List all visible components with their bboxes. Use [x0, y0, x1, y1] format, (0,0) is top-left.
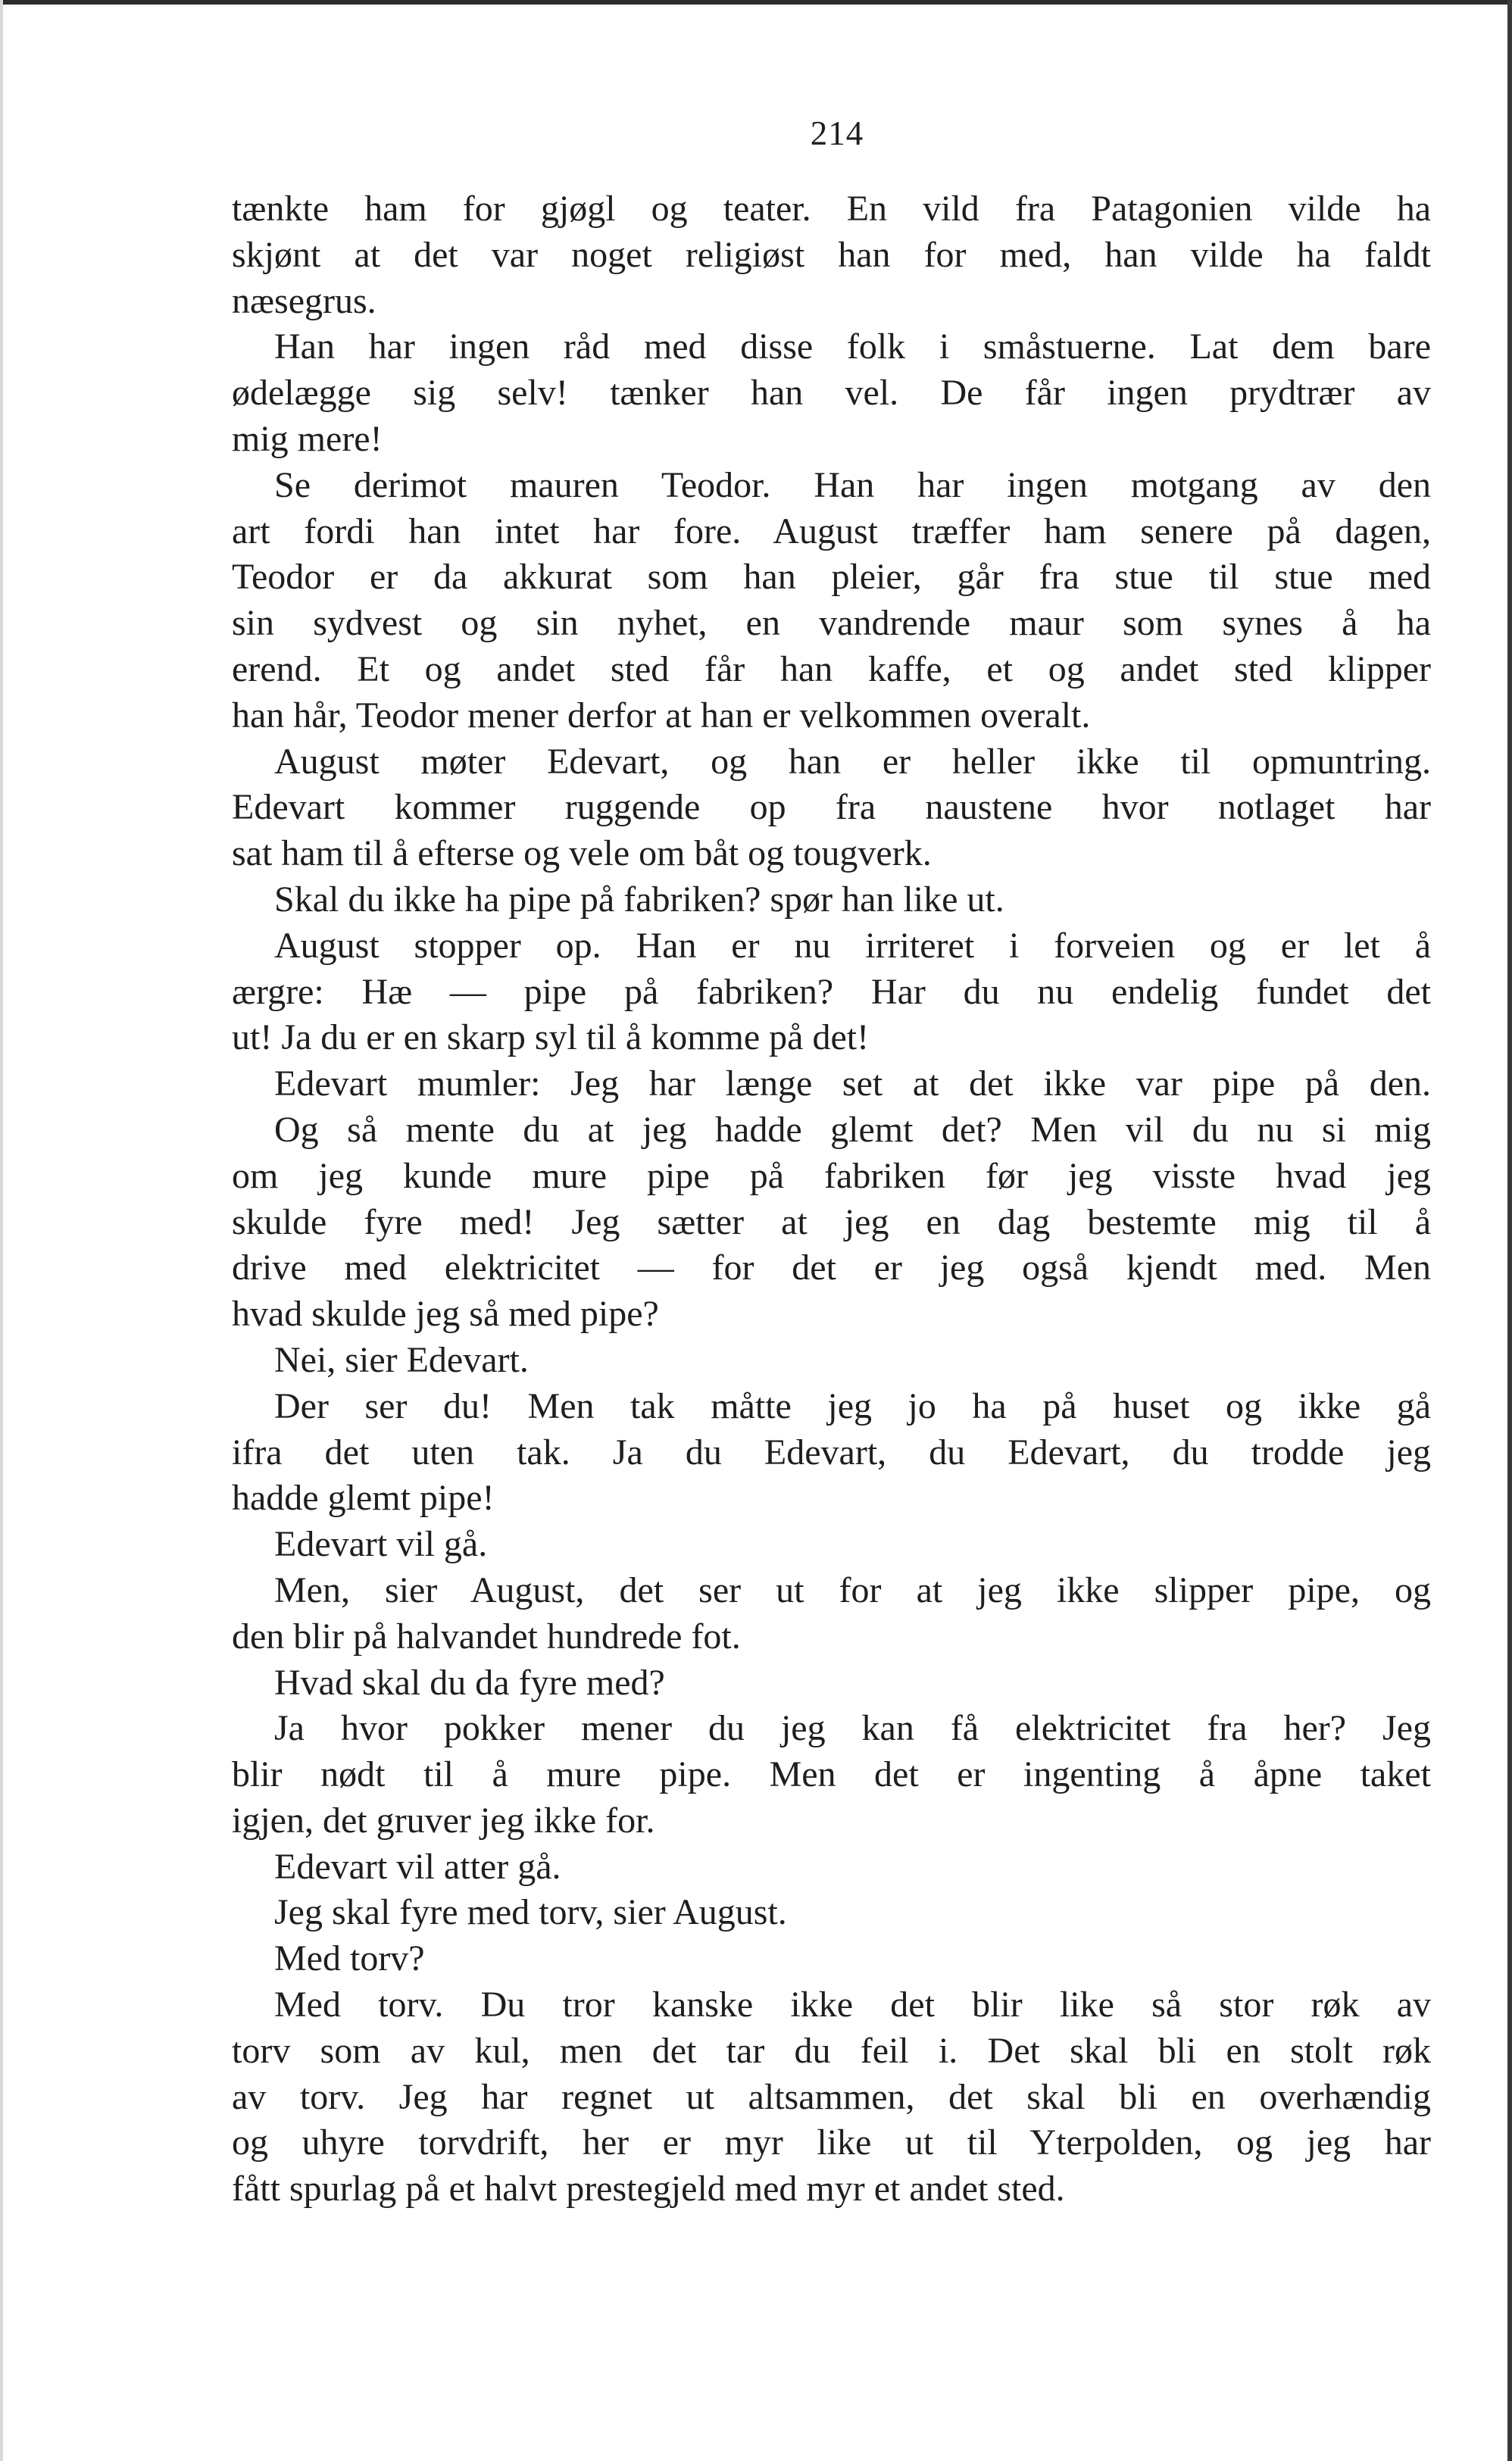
text-line: Teodor er da akkurat som han pleier, går fra stue til stue med: [232, 557, 1431, 598]
text-line: Se derimot mauren Teodor. Han har ingen motgang av den: [274, 464, 1431, 505]
text-line: Jeg skal fyre med torv, sier August.: [274, 1892, 787, 1933]
text-line: August møter Edevart, og han er heller ikke til opmuntring.: [274, 741, 1431, 782]
text-line: torv som av kul, men det tar du feil i. Det skal bli en stolt røk: [232, 2030, 1431, 2071]
body-text: [232, 186, 1431, 2213]
text-line: ødelægge sig selv! tænker han vel. De får ingen prydtrær av: [232, 373, 1431, 414]
text-line: erend. Et og andet sted får han kaffe, et og andet sted klipper: [232, 648, 1431, 689]
text-line: hadde glemt pipe!: [232, 1478, 495, 1519]
text-line: sin sydvest og sin nyhet, en vandrende maur som synes å ha: [232, 603, 1431, 644]
scan-edge-top: [0, 0, 1512, 5]
text-line: av torv. Jeg har regnet ut altsammen, det skal bli en overhændig: [232, 2076, 1431, 2117]
text-line: om jeg kunde mure pipe på fabriken før jeg visste hvad jeg: [232, 1155, 1431, 1196]
text-line: Med torv?: [274, 1938, 425, 1979]
text-line: Nei, sier Edevart.: [274, 1339, 529, 1380]
text-line: ifra det uten tak. Ja du Edevart, du Edevart, du trodde jeg: [232, 1432, 1431, 1473]
text-line: Med torv. Du tror kanske ikke det blir like så stor røk av: [274, 1985, 1431, 2025]
text-line: den blir på halvandet hundrede fot.: [232, 1616, 741, 1657]
text-line: Skal du ikke ha pipe på fabriken? spør han like ut.: [274, 879, 1004, 920]
text-line: ærgre: Hæ — pipe på fabriken? Har du nu endelig fundet det: [232, 971, 1431, 1012]
text-line: skjønt at det var noget religiøst han for med, han vilde ha faldt: [232, 234, 1431, 275]
text-line: Og så mente du at jeg hadde glemt det? Men vil du nu si mig: [274, 1109, 1431, 1150]
text-line: ut! Ja du er en skarp syl til å komme på det!: [232, 1017, 870, 1058]
text-line: hvad skulde jeg så med pipe?: [232, 1294, 659, 1335]
page-number: 214: [810, 114, 864, 152]
text-line: tænkte ham for gjøgl og teater. En vild fra Patagonien vilde ha: [232, 189, 1431, 229]
text-line: næsegrus.: [232, 280, 376, 321]
text-line: Edevart vil gå.: [274, 1524, 488, 1565]
text-line: han hår, Teodor mener derfor at han er velkommen overalt.: [232, 695, 1091, 735]
text-line: sat ham til å efterse og vele om båt og tougverk.: [232, 833, 932, 874]
text-line: Han har ingen råd med disse folk i småstuerne. Lat dem bare: [274, 326, 1431, 367]
text-line: Edevart vil atter gå.: [274, 1846, 561, 1887]
text-line: art fordi han intet har fore. August træffer ham senere på dagen,: [232, 511, 1431, 551]
text-line: drive med elektricitet — for det er jeg også kjendt med. Men: [232, 1248, 1431, 1288]
text-line: Edevart kommer ruggende op fra naustene hvor notlaget har: [232, 787, 1431, 828]
text-line: August stopper op. Han er nu irriteret i forveien og er let å: [274, 925, 1431, 966]
text-line: Edevart mumler: Jeg har længe set at det ikke var pipe på den.: [274, 1063, 1431, 1104]
text-line: igjen, det gruver jeg ikke for.: [232, 1800, 655, 1841]
text-line: Men, sier August, det ser ut for at jeg ikke slipper pipe, og: [274, 1569, 1431, 1610]
text-line: blir nødt til å mure pipe. Men det er ingenting å åpne taket: [232, 1754, 1431, 1795]
text-line: Der ser du! Men tak måtte jeg jo ha på huset og ikke gå: [274, 1385, 1431, 1426]
text-line: fått spurlag på et halvt prestegjeld med myr et andet sted.: [232, 2169, 1065, 2210]
scan-edge-right: [1507, 0, 1512, 2461]
text-line: Ja hvor pokker mener du jeg kan få elektricitet fra her? Jeg: [274, 1708, 1431, 1749]
text-line: Hvad skal du da fyre med?: [274, 1662, 665, 1703]
text-line: skulde fyre med! Jeg sætter at jeg en dag bestemte mig til å: [232, 1201, 1431, 1242]
scan-edge-left: [0, 0, 3, 2461]
text-line: og uhyre torvdrift, her er myr like ut til Yterpolden, og jeg har: [232, 2122, 1431, 2163]
text-line: mig mere!: [232, 418, 383, 459]
